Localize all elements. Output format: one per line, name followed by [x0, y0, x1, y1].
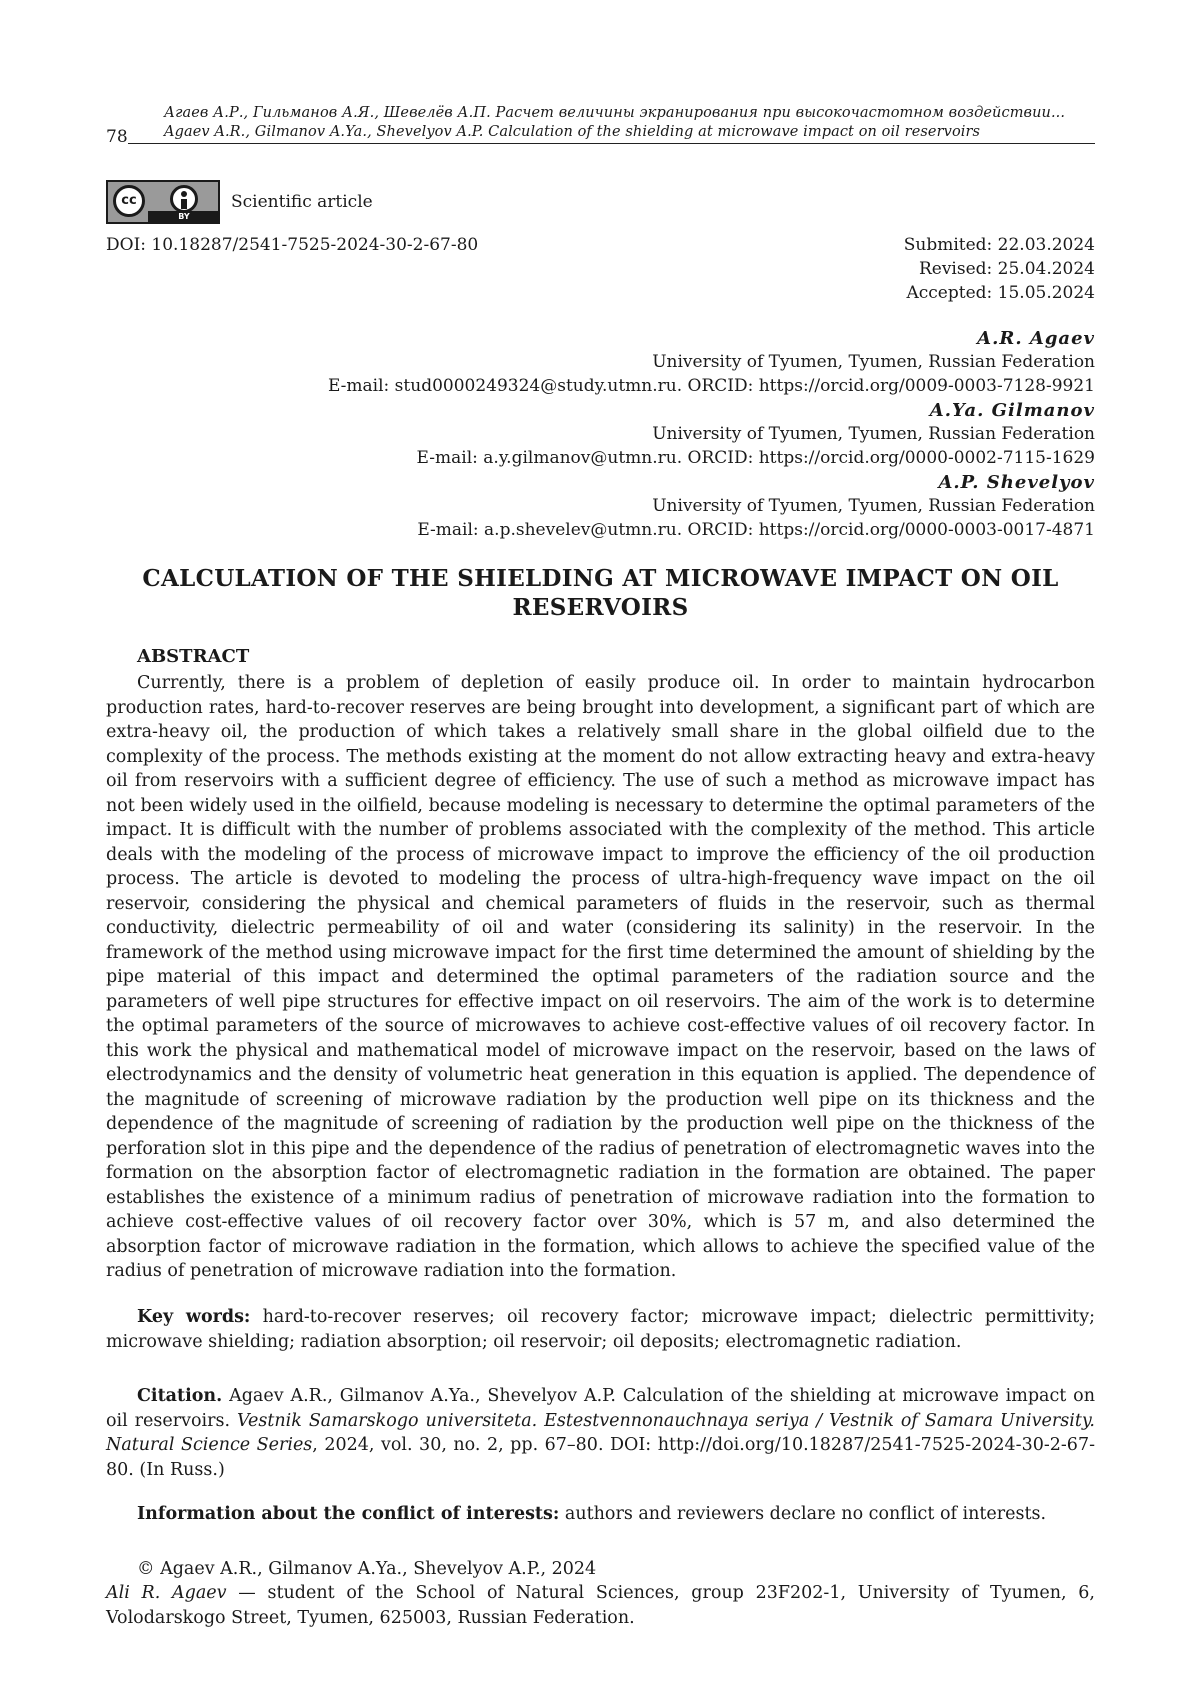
- date-accepted: Accepted: 15.05.2024: [906, 283, 1095, 303]
- author-info-text: — student of the School of Natural Sciences, group 23F202-1, University of Tyumen, 6, Volodarskogo Street, Tyumen, 625003, Russian Federation.: [106, 1583, 1095, 1628]
- conflict-text: authors and reviewers declare no conflict of interests.: [564, 1504, 1047, 1524]
- citation-authors-title: Agaev A.R., Gilmanov A.Ya., Shevelyov A.P. Calculation of the shielding at microwave impact on oil reservoirs.: [106, 1386, 1095, 1431]
- running-header-en: Agaev A.R., Gilmanov A.Ya., Shevelyov A.P. Calculation of the shielding at microwave impact on oil reservoirs: [164, 124, 981, 140]
- by-label: BY: [148, 211, 220, 222]
- date-submitted: Submited: 22.03.2024: [903, 235, 1095, 255]
- running-header-ru: Агаев А.Р., Гильманов А.Я., Шевелёв А.П. Расчет величины экранирования при высокочастотном воздействии...: [164, 105, 1066, 121]
- author-name: A.P. Shevelyov: [938, 472, 1095, 493]
- cc-icon: cc: [113, 185, 145, 217]
- header-rule: [128, 143, 1095, 144]
- conflict-paragraph: [106, 1502, 1095, 1527]
- author-contact[interactable]: E-mail: a.y.gilmanov@utmn.ru. ORCID: https://orcid.org/0000-0002-7115-1629: [416, 448, 1095, 468]
- author-affiliation: University of Tyumen, Tyumen, Russian Federation: [652, 424, 1095, 444]
- page-number: 78: [106, 127, 128, 147]
- citation-journal: Vestnik Samarskogo universiteta. Estestvennonauchnaya seriya / Vestnik of Samara University. Natural Science Series: [106, 1410, 1095, 1455]
- author-info: [106, 1581, 1095, 1630]
- article-type: Scientific article: [231, 192, 373, 212]
- abstract-heading: ABSTRACT: [137, 646, 250, 667]
- author-affiliation: University of Tyumen, Tyumen, Russian Federation: [652, 352, 1095, 372]
- doi[interactable]: DOI: 10.18287/2541-7525-2024-30-2-67-80: [106, 235, 479, 255]
- author-info-name: Ali R. Agaev: [106, 1583, 227, 1603]
- author-name: A.R. Agaev: [977, 328, 1095, 349]
- author-name: A.Ya. Gilmanov: [929, 400, 1095, 421]
- date-revised: Revised: 25.04.2024: [918, 259, 1095, 279]
- author-contact[interactable]: E-mail: stud0000249324@study.utmn.ru. ORCID: https://orcid.org/0009-0003-7128-9921: [327, 376, 1095, 396]
- citation-details: , 2024, vol. 30, no. 2, pp. 67–80. DOI: http://doi.org/10.18287/2541-7525-2024-30-2-67-80. (In Russ.): [106, 1435, 1095, 1480]
- article-title: CALCULATION OF THE SHIELDING AT MICROWAVE IMPACT ON OIL RESERVOIRS: [142, 565, 1059, 621]
- abstract-text: Currently, there is a problem of depletion of easily produce oil. In order to maintain hydrocarbon production rates, hard-to-recover reserves are being brought into development, a significant part of which are extra-heavy oil, the production of which takes a relatively small share in the global oilfield due to the complexity of the process. The methods existing at the moment do not allow extracting heavy and extra-heavy oil from reservoirs with a sufficient degree of efficiency. The use of such a method as microwave impact has not been widely used in the oilfield, because modeling is necessary to determine the optimal parameters of the impact. It is difficult with the number of problems associated with the complexity of the method. This article deals with the modeling of the process of microwave impact to improve the efficiency of the oil production process. The article is devoted to modeling the process of ultra-high-frequency wave impact on the oil reservoir, considering the physical and chemical parameters of fluids in the reservoir, such as thermal conductivity, dielectric permeability of oil and water (considering its salinity) in the reservoir. In the framework of the method using microwave impact for the first time determined the amount of shielding by the pipe material of this impact and determined the optimal parameters of the radiation source and the parameters of well pipe structures for effective impact on oil reservoirs. The aim of the work is to determine the optimal parameters of the source of microwaves to achieve cost-effective values of oil recovery factor. In this work the physical and mathematical model of microwave impact on the reservoir, based on the laws of electrodynamics and the density of volumetric heat generation in this equation is applied. The dependence of the magnitude of screening of microwave radiation by the production well pipe on its thickness and the dependence of the magnitude of screening of radiation by the production well pipe on the thickness of the perforation slot in this pipe and the dependence of the radius of penetration of electromagnetic waves into the formation on the absorption factor of electromagnetic radiation in the formation are obtained. The paper establishes the existence of a minimum radius of penetration of microwave radiation into the formation to achieve cost-effective values of oil recovery factor over 30%, which is 57 m, and also determined the absorption factor of microwave radiation in the formation, which allows to achieve the specified value of the radius of penetration of microwave radiation into the formation.: [106, 673, 1095, 1281]
- copyright-icon: ©: [137, 1559, 155, 1579]
- author-affiliation: University of Tyumen, Tyumen, Russian Federation: [652, 496, 1095, 516]
- keywords-paragraph: [106, 1305, 1095, 1354]
- author-contact[interactable]: E-mail: a.p.shevelev@utmn.ru. ORCID: https://orcid.org/0000-0003-0017-4871: [417, 520, 1095, 540]
- citation-paragraph: [106, 1384, 1095, 1482]
- copyright-line: [106, 1557, 1095, 1582]
- attribution-person-icon: [170, 185, 198, 213]
- keywords-label: Key words:: [137, 1307, 251, 1327]
- copyright-text: Agaev A.R., Gilmanov A.Ya., Shevelyov A.P., 2024: [160, 1559, 597, 1579]
- cc-by-license-badge[interactable]: [106, 180, 220, 224]
- keywords-text: hard-to-recover reserves; oil recovery factor; microwave impact; dielectric permittivity; microwave shielding; radiation absorption; oil reservoir; oil deposits; electromagnetic radiation.: [106, 1307, 1095, 1352]
- citation-label: Citation.: [137, 1386, 223, 1406]
- conflict-label: Information about the conflict of interests:: [137, 1504, 560, 1524]
